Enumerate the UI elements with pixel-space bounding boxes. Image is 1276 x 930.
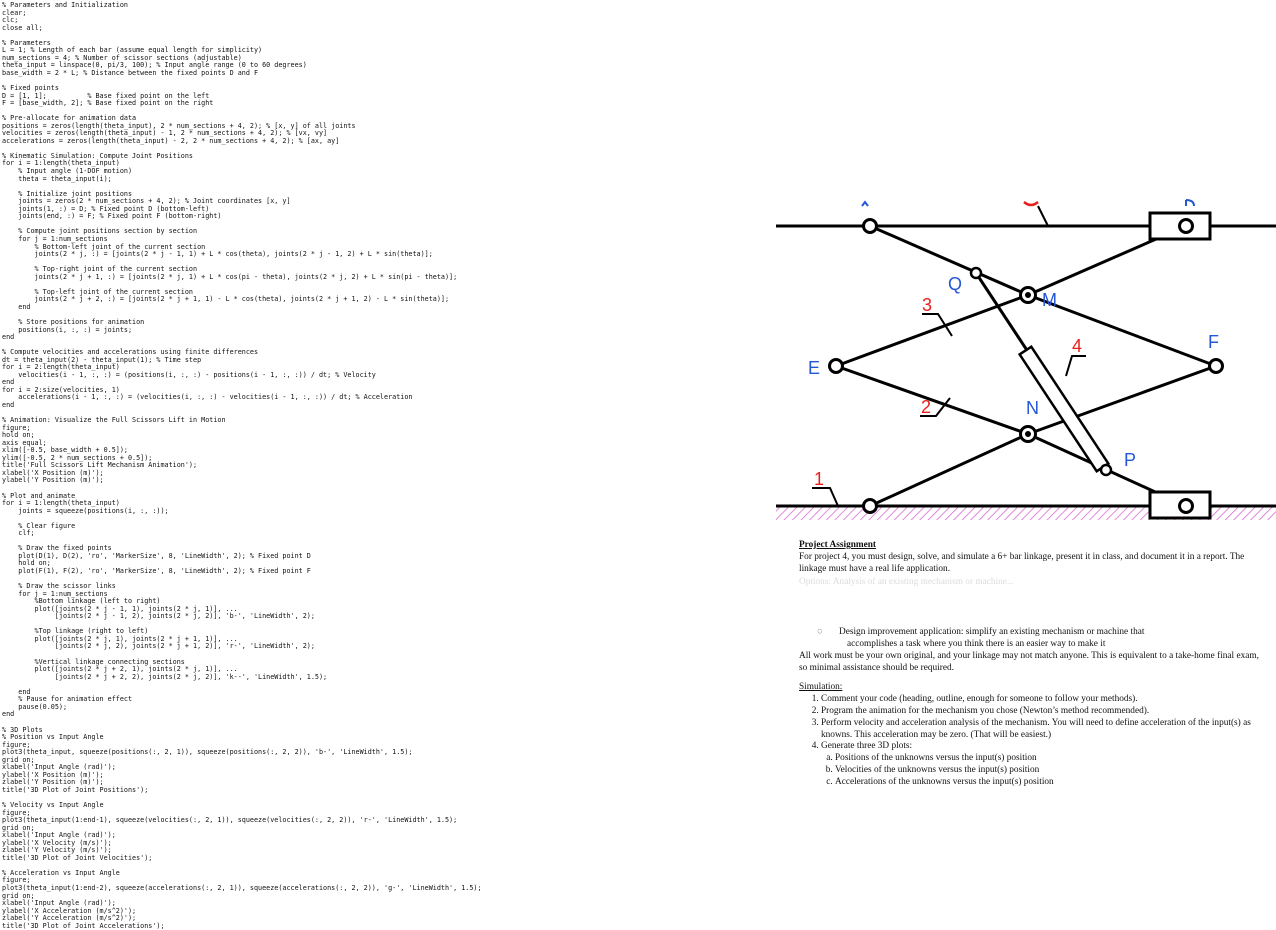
code-line: % Animation: Visualize the Full Scissors Lift in Motion — [2, 416, 226, 425]
plot-item: c. Accelerations of the unknowns versus the input(s) position — [835, 777, 1269, 789]
code-line: joints(2 * j + 2, :) = [joints(2 * j + 1, 1) - L * cos(theta), joints(2 * j + 1, 2) - L * sin(theta)]; — [2, 295, 450, 304]
simulation-list — [799, 694, 1269, 753]
matlab-code-listing — [2, 2, 772, 930]
assignment-heading: Project Assignment — [799, 540, 877, 550]
code-line: % Draw the scissor links — [2, 582, 116, 591]
code-line: xlabel('X Position (m)'); — [2, 468, 104, 477]
joint-label-Q: Q — [948, 274, 963, 294]
code-line: % Pre-allocate for animation data — [2, 114, 137, 123]
code-line: % Input angle (1-DOF motion) — [2, 167, 133, 176]
joint-label-N: N — [1026, 398, 1039, 418]
code-line: grid on; — [2, 755, 35, 764]
code-line: figure; — [2, 808, 31, 817]
code-line: joints(2 * j + 1, :) = [joints(2 * j, 1) + L * cos(pi - theta), joints(2 * j, 2) + L * sin(pi - theta)]; — [2, 272, 458, 281]
original-work-text: All work must be your own original, and your linkage may not match anyone. This is equivalent to a take-home final exam, so minimal assistance should be required. — [799, 650, 1259, 673]
code-line: % Compute joint positions section by section — [2, 227, 198, 236]
code-line: for j = 1:num_sections — [2, 234, 108, 243]
code-line: joints(end, :) = F; % Fixed point F (bottom-right) — [2, 212, 222, 221]
code-line: % Velocity vs Input Angle — [2, 800, 104, 809]
code-line: theta = theta_input(i); — [2, 174, 112, 183]
code-line: end — [2, 333, 15, 342]
code-line: grid on; — [2, 891, 35, 900]
joint-F — [1210, 360, 1223, 373]
code-line: title('3D Plot of Joint Positions'); — [2, 785, 149, 794]
code-line: end — [2, 710, 15, 719]
code-line: [joints(2 * j - 1, 2), joints(2 * j, 2)], 'b-', 'LineWidth', 2); — [2, 612, 315, 621]
code-line: % Pause for animation effect — [2, 695, 133, 704]
code-line: L = 1; % Length of each bar (assume equal length for simplicity) — [2, 46, 263, 55]
code-line: plot([joints(2 * j, 1), joints(2 * j + 1, 1)], ... — [2, 634, 238, 643]
code-line: for i = 2:length(theta_input) — [2, 363, 120, 372]
code-line: end — [2, 400, 15, 409]
code-line: plot([joints(2 * j + 2, 1), joints(2 * j, 1)], ... — [2, 665, 238, 674]
code-line: accelerations(i - 1, :, :) = (velocities(i, :, :) - velocities(i - 1, :, :)) / dt; % Acceleration — [2, 393, 413, 402]
code-line: zlabel('Y Velocity (m/s)'); — [2, 846, 112, 855]
code-line: ylabel('X Position (m)'); — [2, 770, 104, 779]
code-line: ylabel('X Acceleration (m/s^2)'); — [2, 906, 137, 915]
code-line: plot3(theta_input(1:end-2), squeeze(accelerations(:, 2, 1)), squeeze(accelerations(:, 2, 2)), 'g-', 'LineWidth', 1.5); — [2, 883, 482, 892]
joint-N-center — [1025, 431, 1031, 437]
code-line: % Compute velocities and accelerations using finite differences — [2, 348, 259, 357]
code-line: axis equal; — [2, 438, 47, 447]
code-line — [2, 576, 772, 584]
code-line: % Acceleration vs Input Angle — [2, 868, 120, 877]
bullet-icon: ○ — [817, 627, 823, 638]
code-line: % Store positions for animation — [2, 317, 145, 326]
code-line: grid on; — [2, 823, 35, 832]
code-line: clc; — [2, 16, 19, 25]
code-line: % Initialize joint positions — [2, 189, 133, 198]
code-line: velocities(i - 1, :, :) = (positions(i, :, :) - positions(i - 1, :, :)) / dt; % Velocity — [2, 370, 376, 379]
plot-list — [799, 753, 1269, 788]
code-line: velocities = zeros(length(theta_input) - 1, 2 * num_sections + 4, 2); % [vx, vy] — [2, 129, 328, 138]
code-line — [2, 794, 772, 802]
code-line: clf; — [2, 529, 35, 538]
code-line — [2, 32, 772, 40]
link-label-4: 4 — [1072, 336, 1083, 356]
top-label-fragment-red — [1024, 202, 1038, 205]
top-label-B-fragment — [1186, 200, 1194, 206]
faint-line: Options: Analysis of an existing mechanism or machine... — [799, 577, 1014, 588]
code-line: % Clear figure — [2, 521, 76, 530]
design-improvement-bullet — [799, 627, 1269, 639]
leader-1 — [812, 488, 838, 506]
code-line: ylim([-0.5, 2 * num_sections + 0.5]); — [2, 453, 153, 462]
code-line — [2, 485, 772, 493]
code-line: % Bottom-left joint of the current section — [2, 242, 206, 251]
simulation-heading: Simulation: — [799, 682, 843, 693]
simulation-item: 3. Perform velocity and acceleration analysis of the mechanism. You will need to define acceleration of the input(s) as knowns. This acceleration may be zero. (That will be easiest.) — [821, 718, 1269, 742]
link-label-1: 1 — [814, 469, 825, 489]
code-line: for i = 1:length(theta_input) — [2, 159, 120, 168]
code-line: plot([joints(2 * j - 1, 1), joints(2 * j, 1)], ... — [2, 604, 238, 613]
code-line: xlabel('Input Angle (rad)'); — [2, 763, 116, 772]
leader-4 — [1066, 356, 1086, 376]
bullet-text-2: accomplishes a task where you think there is an easier way to make it — [847, 638, 1106, 649]
simulation-item: 4. Generate three 3D plots: — [821, 741, 1269, 753]
code-line: figure; — [2, 876, 31, 885]
link-middle-E-to-N — [836, 366, 1028, 434]
joint-label-P: P — [1124, 450, 1137, 470]
joint-bottom-right — [1180, 500, 1193, 513]
code-line — [2, 719, 772, 727]
code-line: % Kinematic Simulation: Compute Joint Positions — [2, 151, 194, 160]
code-line — [2, 77, 772, 85]
code-line: figure; — [2, 423, 31, 432]
code-line: plot3(theta_input(1:end-1), squeeze(velocities(:, 2, 1)), squeeze(velocities(:, 2, 2)), 'r-', 'LineWidth', 1.5); — [2, 816, 458, 825]
simulation-item: 1. Comment your code (heading, outline, enough for someone to follow your methods). — [821, 694, 1269, 706]
code-line: xlabel('Input Angle (rad)'); — [2, 899, 116, 908]
plot-item: b. Velocities of the unknowns versus the input(s) position — [835, 765, 1269, 777]
code-line: title('Full Scissors Lift Mechanism Animation'); — [2, 461, 198, 470]
code-line: D = [1, 1]; % Base fixed point on the left — [2, 91, 210, 100]
code-line: ylabel('X Velocity (m/s)'); — [2, 838, 112, 847]
code-line: plot(D(1), D(2), 'ro', 'MarkerSize', 8, 'LineWidth', 2); % Fixed point D — [2, 551, 311, 560]
code-line: end — [2, 302, 31, 311]
project-assignment-document — [799, 540, 1269, 789]
code-line: % Position vs Input Angle — [2, 733, 104, 742]
code-line: num_sections = 4; % Number of scissor sections (adjustable) — [2, 53, 242, 62]
joint-ground-left — [864, 500, 877, 513]
code-line: title('3D Plot of Joint Accelerations'); — [2, 921, 165, 930]
code-line: xlabel('Input Angle (rad)'); — [2, 831, 116, 840]
code-line: joints = squeeze(positions(i, :, :)); — [2, 506, 169, 515]
code-line: clear; — [2, 8, 27, 17]
code-line: close all; — [2, 23, 43, 32]
joint-M-center — [1025, 292, 1031, 298]
code-line: zlabel('Y Acceleration (m/s^2)'); — [2, 914, 137, 923]
code-line: dt = theta_input(2) - theta_input(1); % Time step — [2, 355, 202, 364]
code-line: base_width = 2 * L; % Distance between the fixed points D and F — [2, 68, 259, 77]
code-line: figure; — [2, 740, 31, 749]
code-line: zlabel('Y Position (m)'); — [2, 778, 104, 787]
joint-E — [830, 360, 843, 373]
assignment-intro: For project 4, you must design, solve, and simulate a 6+ bar linkage, present it in class, and document it in a report. The linkage must have a real life application. — [799, 551, 1245, 574]
code-line: title('3D Plot of Joint Velocities'); — [2, 853, 153, 862]
code-line: % Fixed points — [2, 84, 59, 93]
top-label-A-fragment — [862, 202, 868, 206]
joint-P — [1101, 465, 1111, 475]
joint-A — [864, 220, 877, 233]
code-line: positions(i, :, :) = joints; — [2, 325, 133, 334]
code-line: for i = 2:size(velocities, 1) — [2, 385, 120, 394]
code-line: for i = 1:length(theta_input) — [2, 499, 120, 508]
code-line: ylabel('Y Position (m)'); — [2, 476, 104, 485]
code-line: pause(0.05); — [2, 702, 68, 711]
joint-label-F: F — [1208, 332, 1219, 352]
joint-label-E: E — [808, 358, 821, 378]
code-line: % 3D Plots — [2, 725, 43, 734]
scissor-linkage-diagram — [776, 188, 1276, 526]
code-line: % Draw the fixed points — [2, 544, 112, 553]
code-line: [joints(2 * j, 2), joints(2 * j + 1, 2)], 'r-', 'LineWidth', 2); — [2, 642, 315, 651]
code-line: % Top-right joint of the current section — [2, 265, 198, 274]
link-label-3: 3 — [922, 295, 933, 315]
link-label-2: 2 — [921, 397, 932, 417]
code-line — [2, 681, 772, 689]
joint-Q — [971, 268, 981, 278]
code-line: plot(F(1), F(2), 'ro', 'MarkerSize', 8, 'LineWidth', 2); % Fixed point F — [2, 567, 311, 576]
code-line — [2, 538, 772, 546]
code-line: %Top linkage (right to left) — [2, 627, 149, 636]
code-line: joints(2 * j, :) = [joints(2 * j - 1, 1) + L * cos(theta), joints(2 * j - 1, 2) + L * sin(theta)]; — [2, 250, 433, 259]
code-line: hold on; — [2, 559, 51, 568]
code-line: F = [base_width, 2]; % Base fixed point on the right — [2, 99, 214, 108]
link-bottom-left — [870, 434, 1028, 506]
code-line: % Parameters — [2, 38, 51, 47]
top-rail-leader — [1038, 206, 1048, 226]
code-line: accelerations = zeros(length(theta_input) - 2, 2 * num_sections + 4, 2); % [ax, ay] — [2, 136, 340, 145]
code-line: joints(1, :) = D; % Fixed point D (bottom-left) — [2, 204, 210, 213]
code-line: %Vertical linkage connecting sections — [2, 657, 185, 666]
code-line: for j = 1:num_sections — [2, 589, 108, 598]
code-line: %Bottom linkage (left to right) — [2, 597, 161, 606]
joint-B — [1180, 220, 1193, 233]
code-line: positions = zeros(length(theta_input), 2 * num_sections + 4, 2); % [x, y] of all joints — [2, 121, 356, 130]
code-line: xlim([-0.5, base_width + 0.5]); — [2, 446, 128, 455]
code-line: % Parameters and Initialization — [2, 1, 128, 9]
code-line: % Top-left joint of the current section — [2, 287, 194, 296]
code-line — [2, 515, 772, 523]
joint-label-M: M — [1042, 290, 1057, 310]
code-line: plot3(theta_input, squeeze(positions(:, 2, 1)), squeeze(positions(:, 2, 2)), 'b-', 'LineWidth', 1.5); — [2, 748, 413, 757]
code-line: hold on; — [2, 431, 35, 440]
simulation-item: 2. Program the animation for the mechanism you chose (Newton’s method recommended). — [821, 706, 1269, 718]
plot-item: a. Positions of the unknowns versus the input(s) position — [835, 753, 1269, 765]
code-line: [joints(2 * j + 2, 2), joints(2 * j, 2)], 'k--', 'LineWidth', 1.5); — [2, 672, 328, 681]
code-line: theta_input = linspace(0, pi/3, 100); % Input angle range (0 to 60 degrees) — [2, 61, 307, 70]
code-line: end — [2, 687, 31, 696]
code-line: % Plot and animate — [2, 491, 76, 500]
code-line: end — [2, 378, 15, 387]
bullet-text-1: Design improvement application: simplify an existing mechanism or machine that — [839, 627, 1145, 638]
code-line: joints = zeros(2 * num_sections + 4, 2); % Joint coordinates [x, y] — [2, 197, 291, 206]
